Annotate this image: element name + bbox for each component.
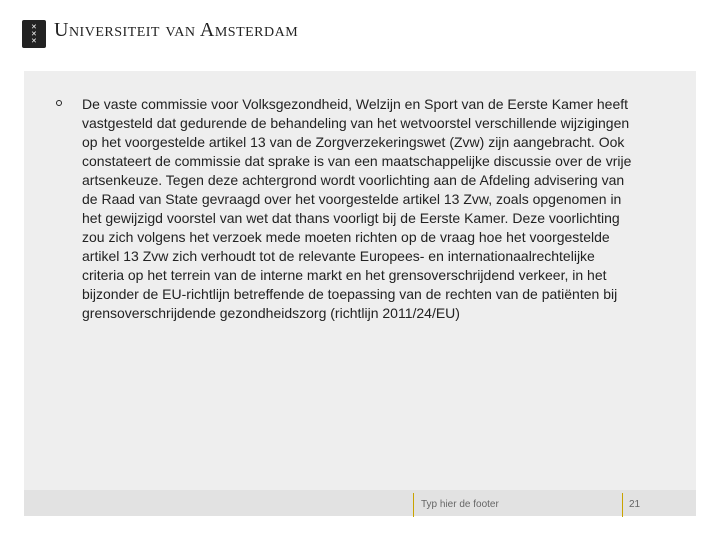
footer-panel [24, 490, 696, 516]
footer-divider-right [622, 493, 623, 517]
footer-text: Typ hier de footer [421, 499, 499, 510]
footer-divider-left [413, 493, 414, 517]
slide-header [0, 0, 720, 62]
body-paragraph: De vaste commissie voor Volksgezondheid, Welzijn en Sport van de Eerste Kamer heeft vastgesteld dat gedurende de behandeling van het wetvoorstel verschillende wijzigingen op het voorgestelde artikel 13 van de Zorgverzekeringswet (Zvw) zijn aangebracht. Ook constateert de commissie dat sprake is van een maatschappelijke discussie over de vrije artsenkeuze. Tegen deze achtergrond wordt voorlichting aan de Afdeling advisering van de Raad van State gevraagd over het voorgestelde artikel 13 Zvw, zoals opgenomen in het gewijzigd voorstel van wet dat thans voorligt bij de Eerste Kamer. Deze voorlichting zou zich volgens het verzoek mede moeten richten op de vraag hoe het voorgestelde artikel 13 Zvw zich verhoudt tot de relevante Europees- en internationaalrechtelijke criteria op het terrein van de interne markt en het grensoverschrijdend verkeer, in het bijzonder de EU-richtlijn betreffende de toepassing van de rechten van de patiënten bij grensoverschrijdende gezondheidszorg (richtlijn 2011/24/EU) [82, 96, 632, 321]
university-name: Universiteit van Amsterdam [54, 19, 299, 41]
page-number: 21 [629, 499, 641, 510]
bullet-icon [56, 100, 62, 106]
uva-logo-icon: ✕ ✕ ✕ [22, 20, 46, 48]
